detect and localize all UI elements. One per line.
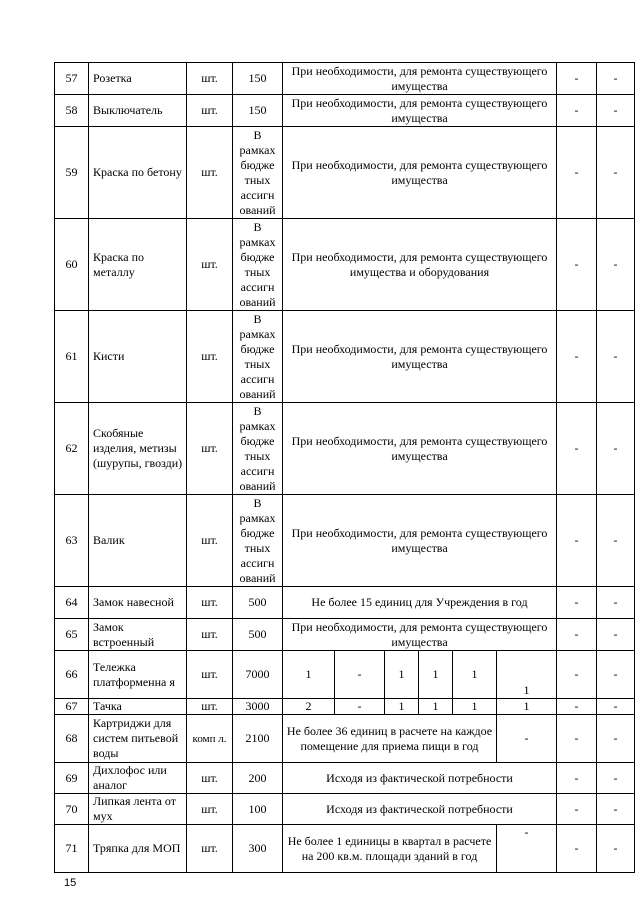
item-unit: шт. <box>187 403 233 495</box>
item-unit: шт. <box>187 587 233 619</box>
qty-cell: - <box>335 699 385 715</box>
item-note: При необходимости, для ремонта существующего имущества <box>283 63 557 95</box>
item-col6: - <box>557 587 597 619</box>
item-unit: шт. <box>187 95 233 127</box>
item-note: При необходимости, для ремонта существующего имущества <box>283 619 557 651</box>
supplies-table <box>54 62 635 873</box>
item-name: Замок навесной <box>89 587 187 619</box>
qty-cell: 1 <box>497 651 557 699</box>
item-note: Не более 1 единицы в квартал в расчете на 200 кв.м. площади зданий в год <box>283 825 497 873</box>
item-price: В рамках бюдже тных ассигн ований <box>233 311 283 403</box>
item-price: В рамках бюдже тных ассигн ований <box>233 495 283 587</box>
item-unit: шт. <box>187 825 233 873</box>
item-unit: шт. <box>187 127 233 219</box>
item-col7: - <box>597 63 635 95</box>
table-row <box>55 311 635 403</box>
item-price: 150 <box>233 63 283 95</box>
row-number: 65 <box>55 619 89 651</box>
item-col6: - <box>557 763 597 794</box>
item-name: Краска по металлу <box>89 219 187 311</box>
row-number: 69 <box>55 763 89 794</box>
item-unit: комп л. <box>187 715 233 763</box>
row-number: 64 <box>55 587 89 619</box>
row-number: 63 <box>55 495 89 587</box>
item-price: 500 <box>233 587 283 619</box>
item-unit: шт. <box>187 63 233 95</box>
item-col7: - <box>597 825 635 873</box>
item-col6: - <box>557 495 597 587</box>
item-col6: - <box>557 715 597 763</box>
row-number: 71 <box>55 825 89 873</box>
table-row <box>55 651 635 699</box>
item-unit: шт. <box>187 699 233 715</box>
table-row <box>55 63 635 95</box>
qty-cell: 2 <box>283 699 335 715</box>
item-col6: - <box>557 794 597 825</box>
item-name: Валик <box>89 495 187 587</box>
item-note: При необходимости, для ремонта существующего имущества и оборудования <box>283 219 557 311</box>
item-price: 200 <box>233 763 283 794</box>
item-name: Дихлофос или аналог <box>89 763 187 794</box>
item-price: 300 <box>233 825 283 873</box>
item-col7: - <box>597 587 635 619</box>
row-number: 59 <box>55 127 89 219</box>
table-row <box>55 794 635 825</box>
item-name: Картриджи для систем питьевой воды <box>89 715 187 763</box>
row-number: 62 <box>55 403 89 495</box>
item-price: В рамках бюдже тных ассигн ований <box>233 127 283 219</box>
table-row <box>55 127 635 219</box>
item-unit: шт. <box>187 311 233 403</box>
item-col7: - <box>597 715 635 763</box>
qty-cell: 1 <box>385 699 419 715</box>
item-name: Тряпка для МОП <box>89 825 187 873</box>
item-price: 500 <box>233 619 283 651</box>
item-col7: - <box>597 219 635 311</box>
item-unit: шт. <box>187 619 233 651</box>
item-price: В рамках бюдже тных ассигн ований <box>233 219 283 311</box>
page-number: 15 <box>64 877 77 889</box>
table-row <box>55 699 635 715</box>
item-unit: шт. <box>187 219 233 311</box>
item-col7: - <box>597 651 635 699</box>
item-col6: - <box>557 311 597 403</box>
item-note: Не более 36 единиц в расчете на каждое помещение для приема пищи в год <box>283 715 497 763</box>
item-name: Тележка платформенна я <box>89 651 187 699</box>
table-row <box>55 219 635 311</box>
row-number: 61 <box>55 311 89 403</box>
qty-cell: 1 <box>419 651 453 699</box>
qty-cell: - <box>335 651 385 699</box>
table-row <box>55 587 635 619</box>
table-row <box>55 619 635 651</box>
item-col7: - <box>597 311 635 403</box>
table-row <box>55 715 635 763</box>
row-number: 60 <box>55 219 89 311</box>
item-col6: - <box>557 651 597 699</box>
item-col7: - <box>597 619 635 651</box>
table-row <box>55 95 635 127</box>
item-unit: шт. <box>187 495 233 587</box>
item-name: Выключатель <box>89 95 187 127</box>
qty-cell: 1 <box>385 651 419 699</box>
row-number: 58 <box>55 95 89 127</box>
item-unit: шт. <box>187 794 233 825</box>
item-price: 2100 <box>233 715 283 763</box>
item-unit: шт. <box>187 763 233 794</box>
item-col7: - <box>597 763 635 794</box>
item-col7: - <box>597 127 635 219</box>
row-number: 66 <box>55 651 89 699</box>
row-number: 68 <box>55 715 89 763</box>
qty-cell: 1 <box>453 699 497 715</box>
item-price: 150 <box>233 95 283 127</box>
item-col6: - <box>557 95 597 127</box>
item-col6: - <box>557 403 597 495</box>
item-col6: - <box>557 699 597 715</box>
item-note: При необходимости, для ремонта существующего имущества <box>283 95 557 127</box>
item-name: Кисти <box>89 311 187 403</box>
item-col6: - <box>557 619 597 651</box>
item-price: 7000 <box>233 651 283 699</box>
item-name: Липкая лента от мух <box>89 794 187 825</box>
item-price: 100 <box>233 794 283 825</box>
item-note: Не более 15 единиц для Учреждения в год <box>283 587 557 619</box>
item-col7: - <box>597 95 635 127</box>
item-note: При необходимости, для ремонта существующего имущества <box>283 127 557 219</box>
table-row <box>55 825 635 873</box>
item-col7: - <box>597 699 635 715</box>
qty-cell: 1 <box>497 699 557 715</box>
item-name: Тачка <box>89 699 187 715</box>
item-col5b: - <box>497 715 557 763</box>
table-row <box>55 495 635 587</box>
qty-cell: 1 <box>453 651 497 699</box>
row-number: 67 <box>55 699 89 715</box>
table-row <box>55 763 635 794</box>
row-number: 57 <box>55 63 89 95</box>
item-col7: - <box>597 794 635 825</box>
row-number: 70 <box>55 794 89 825</box>
item-name: Розетка <box>89 63 187 95</box>
qty-cell: 1 <box>283 651 335 699</box>
item-col6: - <box>557 219 597 311</box>
item-col6: - <box>557 825 597 873</box>
item-price: В рамках бюдже тных ассигн ований <box>233 403 283 495</box>
item-note: При необходимости, для ремонта существующего имущества <box>283 311 557 403</box>
qty-cell: 1 <box>419 699 453 715</box>
item-note: При необходимости, для ремонта существующего имущества <box>283 403 557 495</box>
item-name: Краска по бетону <box>89 127 187 219</box>
item-col6: - <box>557 127 597 219</box>
table-row <box>55 403 635 495</box>
item-name: Замок встроенный <box>89 619 187 651</box>
item-name: Скобяные изделия, метизы (шурупы, гвозди) <box>89 403 187 495</box>
item-col6: - <box>557 63 597 95</box>
item-col5b: - <box>497 825 557 873</box>
item-note: Исходя из фактической потребности <box>283 763 557 794</box>
item-price: 3000 <box>233 699 283 715</box>
item-note: При необходимости, для ремонта существующего имущества <box>283 495 557 587</box>
item-col7: - <box>597 403 635 495</box>
item-col7: - <box>597 495 635 587</box>
item-note: Исходя из фактической потребности <box>283 794 557 825</box>
item-unit: шт. <box>187 651 233 699</box>
